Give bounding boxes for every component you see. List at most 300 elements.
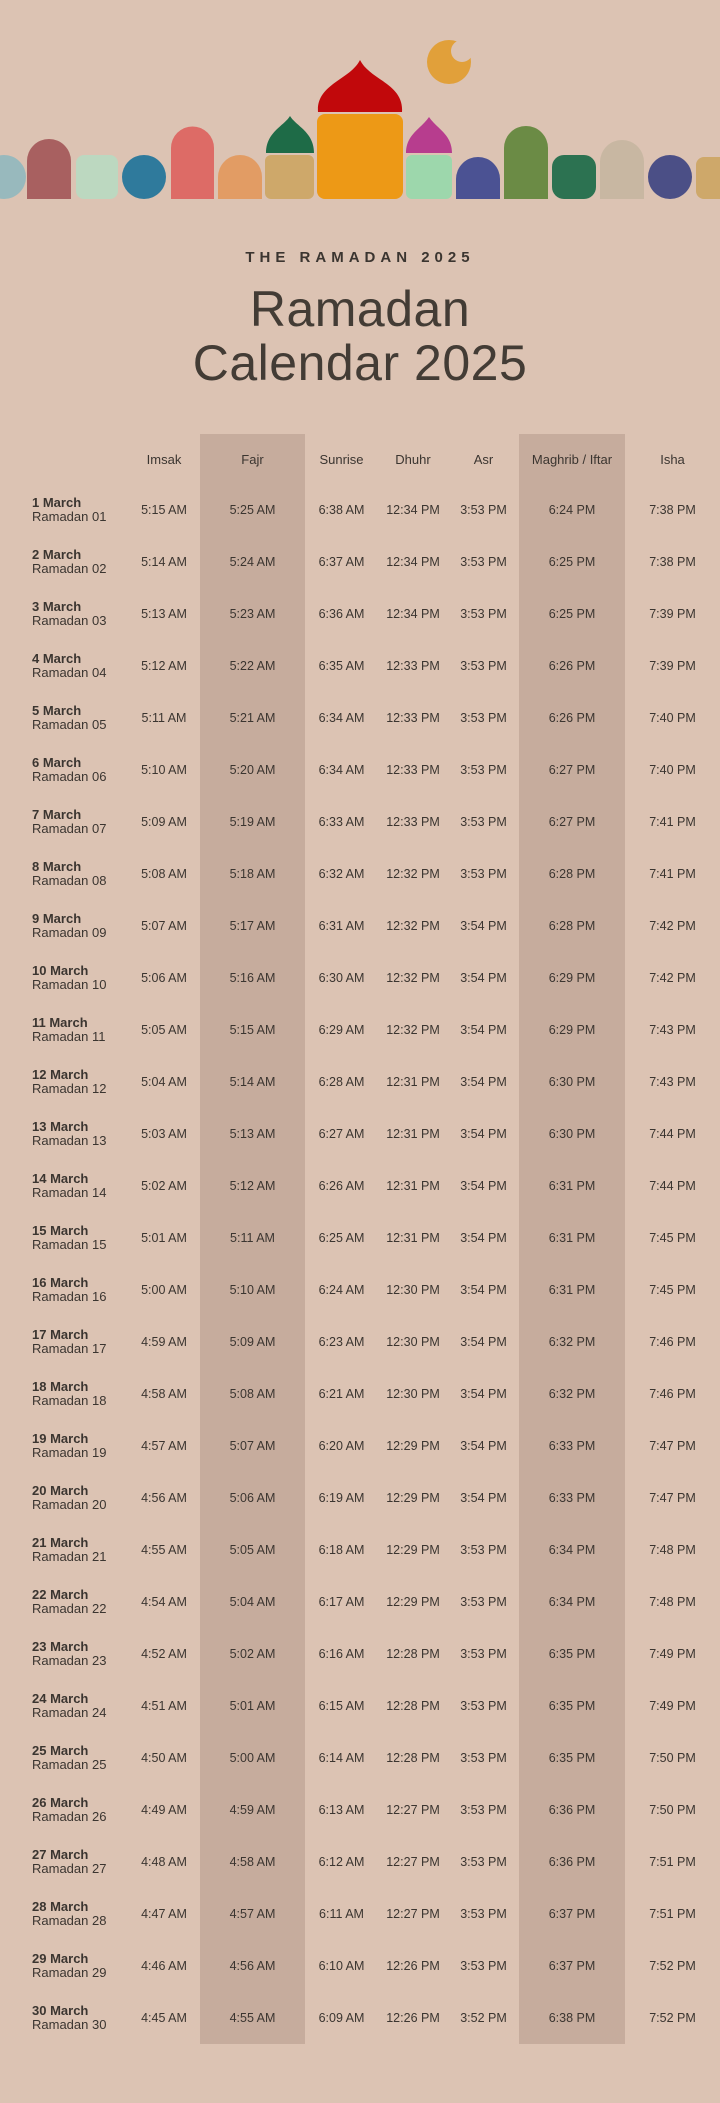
circle-shape: [0, 155, 26, 199]
time-cell: 7:43 PM: [649, 1075, 696, 1089]
time-cell: 6:35 PM: [548, 1699, 596, 1713]
gregorian-date: 26 March: [32, 1795, 89, 1810]
date-cell: [0, 848, 128, 900]
time-cell: 6:28 AM: [318, 1075, 365, 1089]
time-cell: 7:42 PM: [649, 971, 696, 985]
time-cell: 6:32 PM: [548, 1387, 596, 1401]
time-cell: 6:26 PM: [548, 711, 596, 725]
arch-shape: [504, 126, 548, 199]
time-cell: 12:32 PM: [386, 1023, 440, 1037]
time-cell: 6:30 PM: [548, 1127, 596, 1141]
time-cell: 4:57 AM: [229, 1907, 276, 1921]
gregorian-date: 8 March: [32, 859, 82, 874]
time-cell: 6:35 PM: [548, 1647, 596, 1661]
time-cell: 12:27 PM: [386, 1855, 440, 1869]
time-cell: 3:53 PM: [460, 555, 507, 569]
arch-shape: [600, 140, 644, 199]
time-cell: 6:17 AM: [318, 1595, 365, 1609]
column-header: Imsak: [146, 451, 182, 467]
time-cell: 12:34 PM: [386, 607, 440, 621]
time-cell: 3:53 PM: [460, 1543, 507, 1557]
date-cell: [0, 1420, 128, 1472]
time-cell: 5:06 AM: [229, 1491, 276, 1505]
date-cell: [0, 1004, 128, 1056]
date-cell: [0, 1992, 128, 2044]
date-cell: [0, 1368, 128, 1420]
ramadan-day: Ramadan 28: [32, 1913, 107, 1928]
time-cell: 12:29 PM: [386, 1595, 440, 1609]
time-cell: 5:15 AM: [141, 503, 187, 517]
time-cell: 12:34 PM: [386, 503, 440, 517]
table-row: [0, 536, 720, 588]
date-cell: [0, 1628, 128, 1680]
time-cell: 6:20 AM: [318, 1439, 365, 1453]
date-cell: [0, 1784, 128, 1836]
table-row: [0, 1108, 720, 1160]
table-row: [0, 1056, 720, 1108]
time-cell: 6:29 PM: [548, 1023, 596, 1037]
time-cell: 6:28 PM: [548, 867, 596, 881]
time-cell: 6:29 AM: [318, 1023, 365, 1037]
time-cell: 3:53 PM: [460, 815, 507, 829]
ramadan-day: Ramadan 24: [32, 1705, 107, 1720]
time-cell: 5:19 AM: [229, 815, 276, 829]
gregorian-date: 14 March: [32, 1171, 89, 1186]
time-cell: 12:31 PM: [386, 1075, 440, 1089]
time-cell: 4:58 AM: [229, 1855, 276, 1869]
time-cell: 3:54 PM: [460, 1179, 507, 1193]
time-cell: 7:47 PM: [649, 1439, 696, 1453]
ramadan-day: Ramadan 20: [32, 1497, 107, 1512]
title-line-1: Ramadan: [249, 281, 471, 337]
block-shape: [76, 155, 118, 199]
gregorian-date: 17 March: [32, 1327, 89, 1342]
time-cell: 5:11 AM: [141, 711, 187, 725]
time-cell: 5:08 AM: [229, 1387, 276, 1401]
ramadan-day: Ramadan 03: [32, 613, 107, 628]
time-cell: 4:56 AM: [229, 1959, 276, 1973]
gregorian-date: 29 March: [32, 1951, 89, 1966]
gregorian-date: 4 March: [32, 651, 82, 666]
table-row: [0, 900, 720, 952]
table-row: [0, 1992, 720, 2044]
time-cell: 3:53 PM: [460, 763, 507, 777]
time-cell: 7:38 PM: [649, 503, 696, 517]
time-cell: 5:00 AM: [141, 1283, 187, 1297]
time-cell: 6:38 AM: [318, 503, 365, 517]
time-cell: 5:01 AM: [229, 1699, 276, 1713]
time-cell: 7:50 PM: [649, 1803, 696, 1817]
table-row: [0, 952, 720, 1004]
time-cell: 7:44 PM: [649, 1127, 696, 1141]
time-cell: 6:30 AM: [318, 971, 365, 985]
time-cell: 5:00 AM: [229, 1751, 276, 1765]
crescent-moon-icon: [427, 40, 473, 84]
time-cell: 4:59 AM: [141, 1335, 187, 1349]
table-row: [0, 1264, 720, 1316]
time-cell: 4:45 AM: [141, 2011, 187, 2025]
gregorian-date: 21 March: [32, 1535, 89, 1550]
time-cell: 5:08 AM: [141, 867, 187, 881]
time-cell: 4:49 AM: [141, 1803, 187, 1817]
time-cell: 4:50 AM: [141, 1751, 187, 1765]
arch-shape: [171, 127, 214, 200]
gregorian-date: 11 March: [32, 1015, 88, 1030]
ramadan-day: Ramadan 27: [32, 1861, 107, 1876]
column-header: Sunrise: [319, 451, 364, 467]
gregorian-date: 9 March: [32, 911, 82, 926]
time-cell: 5:13 AM: [229, 1127, 276, 1141]
time-cell: 6:35 AM: [318, 659, 365, 673]
time-cell: 5:01 AM: [141, 1231, 187, 1245]
time-cell: 12:31 PM: [386, 1231, 440, 1245]
column-header: Asr: [473, 451, 494, 467]
time-cell: 6:25 AM: [318, 1231, 365, 1245]
ramadan-day: Ramadan 10: [32, 977, 107, 992]
time-cell: 7:38 PM: [649, 555, 696, 569]
time-cell: 3:53 PM: [460, 1595, 507, 1609]
date-cell: [0, 900, 128, 952]
time-cell: 6:37 AM: [318, 555, 365, 569]
time-cell: 6:33 AM: [318, 815, 365, 829]
time-cell: 5:24 AM: [229, 555, 276, 569]
time-cell: 6:25 PM: [548, 607, 596, 621]
column-header-date: [0, 434, 128, 484]
time-cell: 6:34 AM: [318, 711, 365, 725]
time-cell: 3:53 PM: [460, 503, 507, 517]
time-cell: 6:29 PM: [548, 971, 596, 985]
time-cell: 6:11 AM: [319, 1907, 364, 1921]
time-cell: 12:29 PM: [386, 1439, 440, 1453]
date-cell: [0, 1472, 128, 1524]
time-cell: 4:47 AM: [141, 1907, 187, 1921]
time-cell: 5:14 AM: [141, 555, 187, 569]
time-cell: 12:32 PM: [386, 919, 440, 933]
date-cell: [0, 1160, 128, 1212]
time-cell: 6:37 PM: [548, 1959, 596, 1973]
time-cell: 4:52 AM: [141, 1647, 187, 1661]
time-cell: 5:07 AM: [141, 919, 187, 933]
ramadan-day: Ramadan 17: [32, 1341, 107, 1356]
time-cell: 6:14 AM: [318, 1751, 365, 1765]
time-cell: 12:32 PM: [386, 867, 440, 881]
time-cell: 5:20 AM: [229, 763, 276, 777]
time-cell: 6:37 PM: [548, 1907, 596, 1921]
time-cell: 5:02 AM: [229, 1647, 276, 1661]
time-cell: 12:30 PM: [386, 1335, 440, 1349]
time-cell: 7:46 PM: [649, 1387, 696, 1401]
column-header: Fajr: [241, 451, 264, 467]
time-cell: 6:09 AM: [318, 2011, 365, 2025]
time-cell: 12:28 PM: [386, 1699, 440, 1713]
gregorian-date: 18 March: [32, 1379, 89, 1394]
time-cell: 3:54 PM: [460, 1231, 507, 1245]
date-cell: [0, 1680, 128, 1732]
date-cell: [0, 1576, 128, 1628]
time-cell: 7:49 PM: [649, 1647, 696, 1661]
ramadan-day: Ramadan 04: [32, 665, 107, 680]
time-cell: 12:33 PM: [386, 711, 440, 725]
time-cell: 3:54 PM: [460, 1491, 507, 1505]
time-cell: 5:14 AM: [229, 1075, 276, 1089]
date-cell: [0, 640, 128, 692]
time-cell: 6:27 PM: [548, 815, 596, 829]
time-cell: 4:58 AM: [141, 1387, 187, 1401]
time-cell: 12:30 PM: [386, 1283, 440, 1297]
title-line-2: Calendar 2025: [192, 335, 528, 391]
time-cell: 6:25 PM: [548, 555, 596, 569]
block-shape: [696, 157, 720, 199]
time-cell: 6:24 AM: [318, 1283, 365, 1297]
time-cell: 3:53 PM: [460, 1959, 507, 1973]
gregorian-date: 28 March: [32, 1899, 89, 1914]
time-cell: 7:44 PM: [649, 1179, 696, 1193]
time-cell: 12:27 PM: [386, 1803, 440, 1817]
ramadan-day: Ramadan 09: [32, 925, 107, 940]
time-cell: 3:54 PM: [460, 1127, 507, 1141]
time-cell: 5:12 AM: [229, 1179, 276, 1193]
table-row: [0, 1628, 720, 1680]
arch-shape: [456, 157, 500, 199]
date-cell: [0, 1836, 128, 1888]
time-cell: 5:15 AM: [229, 1023, 276, 1037]
time-cell: 6:21 AM: [318, 1387, 365, 1401]
time-cell: 6:34 PM: [548, 1595, 596, 1609]
time-cell: 7:40 PM: [649, 711, 696, 725]
date-cell: [0, 1888, 128, 1940]
time-cell: 6:33 PM: [548, 1491, 596, 1505]
gregorian-date: 2 March: [32, 547, 82, 562]
gregorian-date: 16 March: [32, 1275, 89, 1290]
time-cell: 12:28 PM: [386, 1751, 440, 1765]
date-cell: [0, 796, 128, 848]
time-cell: 6:32 AM: [318, 867, 365, 881]
time-cell: 6:31 AM: [318, 919, 365, 933]
time-cell: 12:30 PM: [386, 1387, 440, 1401]
table-row: [0, 796, 720, 848]
table-row: [0, 1576, 720, 1628]
time-cell: 6:26 PM: [548, 659, 596, 673]
time-cell: 3:53 PM: [460, 1751, 507, 1765]
time-cell: 5:12 AM: [141, 659, 187, 673]
date-cell: [0, 1524, 128, 1576]
time-cell: 7:47 PM: [649, 1491, 696, 1505]
time-cell: 7:41 PM: [649, 867, 696, 881]
date-cell: [0, 1316, 128, 1368]
dome-shape: [266, 116, 314, 153]
time-cell: 12:29 PM: [386, 1543, 440, 1557]
gregorian-date: 12 March: [32, 1067, 89, 1082]
time-cell: 6:16 AM: [318, 1647, 365, 1661]
time-cell: 12:34 PM: [386, 555, 440, 569]
time-cell: 12:33 PM: [386, 763, 440, 777]
ramadan-day: Ramadan 13: [32, 1133, 107, 1148]
time-cell: 6:38 PM: [548, 2011, 596, 2025]
table-row: [0, 692, 720, 744]
time-cell: 4:48 AM: [141, 1855, 187, 1869]
time-cell: 3:54 PM: [460, 971, 507, 985]
tower-base-shape: [406, 155, 452, 199]
time-cell: 7:52 PM: [649, 1959, 696, 1973]
gregorian-date: 1 March: [32, 495, 82, 510]
ramadan-day: Ramadan 02: [32, 561, 107, 576]
date-cell: [0, 1732, 128, 1784]
time-cell: 3:54 PM: [460, 1335, 507, 1349]
ramadan-day: Ramadan 06: [32, 769, 107, 784]
date-cell: [0, 744, 128, 796]
time-cell: 7:43 PM: [649, 1023, 696, 1037]
table-row: [0, 484, 720, 536]
time-cell: 6:31 PM: [548, 1283, 596, 1297]
time-cell: 6:10 AM: [318, 1959, 365, 1973]
time-cell: 5:18 AM: [229, 867, 276, 881]
dome-shape: [406, 117, 452, 153]
block-shape: [552, 155, 596, 199]
time-cell: 12:33 PM: [386, 659, 440, 673]
time-cell: 5:05 AM: [229, 1543, 276, 1557]
circle-shape: [648, 155, 692, 199]
time-cell: 5:06 AM: [141, 971, 187, 985]
gregorian-date: 24 March: [32, 1691, 89, 1706]
time-cell: 7:52 PM: [649, 2011, 696, 2025]
time-cell: 6:34 PM: [548, 1543, 596, 1557]
gregorian-date: 15 March: [32, 1223, 89, 1238]
time-cell: 7:42 PM: [649, 919, 696, 933]
time-cell: 7:48 PM: [649, 1543, 696, 1557]
table-row: [0, 1368, 720, 1420]
time-cell: 5:23 AM: [229, 607, 276, 621]
table-row: [0, 588, 720, 640]
time-cell: 6:36 PM: [548, 1855, 596, 1869]
date-cell: [0, 1212, 128, 1264]
time-cell: 6:18 AM: [318, 1543, 365, 1557]
time-cell: 12:28 PM: [386, 1647, 440, 1661]
time-cell: 6:27 AM: [318, 1127, 365, 1141]
time-cell: 5:03 AM: [141, 1127, 187, 1141]
gregorian-date: 22 March: [32, 1587, 89, 1602]
gregorian-date: 5 March: [32, 703, 82, 718]
time-cell: 5:11 AM: [230, 1231, 275, 1245]
time-cell: 12:29 PM: [386, 1491, 440, 1505]
column-header: Isha: [660, 451, 685, 467]
time-cell: 4:55 AM: [229, 2011, 276, 2025]
time-cell: 4:56 AM: [141, 1491, 187, 1505]
time-cell: 12:32 PM: [386, 971, 440, 985]
time-cell: 6:33 PM: [548, 1439, 596, 1453]
time-cell: 5:05 AM: [141, 1023, 187, 1037]
time-cell: 5:10 AM: [229, 1283, 276, 1297]
tower-base-shape: [265, 155, 314, 199]
time-cell: 7:51 PM: [649, 1907, 696, 1921]
gregorian-date: 3 March: [32, 599, 82, 614]
time-cell: 7:41 PM: [649, 815, 696, 829]
gregorian-date: 10 March: [32, 963, 89, 978]
time-cell: 3:52 PM: [460, 2011, 507, 2025]
column-header: Maghrib / Iftar: [531, 451, 613, 467]
time-cell: 5:07 AM: [229, 1439, 276, 1453]
eyebrow-label: THE RAMADAN 2025: [245, 249, 475, 266]
time-cell: 6:28 PM: [548, 919, 596, 933]
time-cell: 12:31 PM: [386, 1179, 440, 1193]
time-cell: 6:35 PM: [548, 1751, 596, 1765]
time-cell: 4:46 AM: [141, 1959, 187, 1973]
ramadan-day: Ramadan 15: [32, 1237, 107, 1252]
time-cell: 4:54 AM: [141, 1595, 187, 1609]
time-cell: 6:15 AM: [318, 1699, 365, 1713]
time-cell: 5:02 AM: [141, 1179, 187, 1193]
time-cell: 6:34 AM: [318, 763, 365, 777]
time-cell: 3:54 PM: [460, 1023, 507, 1037]
time-cell: 7:51 PM: [649, 1855, 696, 1869]
prayer-times-table: [0, 434, 720, 2044]
time-cell: 3:54 PM: [460, 1283, 507, 1297]
ramadan-day: Ramadan 14: [32, 1185, 107, 1200]
main-tower-shape: [317, 114, 403, 199]
time-cell: 6:23 AM: [318, 1335, 365, 1349]
date-cell: [0, 484, 128, 536]
gregorian-date: 6 March: [32, 755, 82, 770]
time-cell: 3:53 PM: [460, 1647, 507, 1661]
table-row: [0, 1524, 720, 1576]
ramadan-day: Ramadan 22: [32, 1601, 107, 1616]
time-cell: 6:12 AM: [318, 1855, 365, 1869]
time-cell: 4:59 AM: [229, 1803, 276, 1817]
time-cell: 6:24 PM: [548, 503, 596, 517]
time-cell: 6:19 AM: [318, 1491, 365, 1505]
time-cell: 4:57 AM: [141, 1439, 187, 1453]
time-cell: 12:31 PM: [386, 1127, 440, 1141]
ramadan-day: Ramadan 26: [32, 1809, 107, 1824]
time-cell: 6:26 AM: [318, 1179, 365, 1193]
date-cell: [0, 536, 128, 588]
ramadan-day: Ramadan 29: [32, 1965, 107, 1980]
ramadan-day: Ramadan 11: [32, 1029, 106, 1044]
table-row: [0, 1680, 720, 1732]
column-header: Dhuhr: [395, 451, 431, 467]
ramadan-day: Ramadan 30: [32, 2017, 107, 2032]
time-cell: 5:10 AM: [141, 763, 187, 777]
table-row: [0, 1472, 720, 1524]
time-cell: 5:09 AM: [229, 1335, 276, 1349]
circle-shape: [122, 155, 166, 199]
time-cell: 5:17 AM: [229, 919, 276, 933]
time-cell: 7:49 PM: [649, 1699, 696, 1713]
table-row: [0, 848, 720, 900]
ramadan-day: Ramadan 08: [32, 873, 107, 888]
time-cell: 6:31 PM: [548, 1179, 596, 1193]
time-cell: 3:53 PM: [460, 1803, 507, 1817]
ramadan-day: Ramadan 23: [32, 1653, 107, 1668]
time-cell: 5:22 AM: [229, 659, 276, 673]
ramadan-day: Ramadan 12: [32, 1081, 107, 1096]
time-cell: 3:54 PM: [460, 1387, 507, 1401]
time-cell: 7:50 PM: [649, 1751, 696, 1765]
gregorian-date: 27 March: [32, 1847, 89, 1862]
table-row: [0, 1732, 720, 1784]
time-cell: 5:09 AM: [141, 815, 187, 829]
time-cell: 7:39 PM: [649, 607, 696, 621]
date-cell: [0, 1264, 128, 1316]
date-cell: [0, 692, 128, 744]
time-cell: 6:27 PM: [548, 763, 596, 777]
gregorian-date: 7 March: [32, 807, 82, 822]
time-cell: 6:36 AM: [318, 607, 365, 621]
table-row: [0, 1160, 720, 1212]
ramadan-day: Ramadan 19: [32, 1445, 107, 1460]
time-cell: 6:13 AM: [318, 1803, 365, 1817]
time-cell: 3:53 PM: [460, 867, 507, 881]
time-cell: 6:32 PM: [548, 1335, 596, 1349]
